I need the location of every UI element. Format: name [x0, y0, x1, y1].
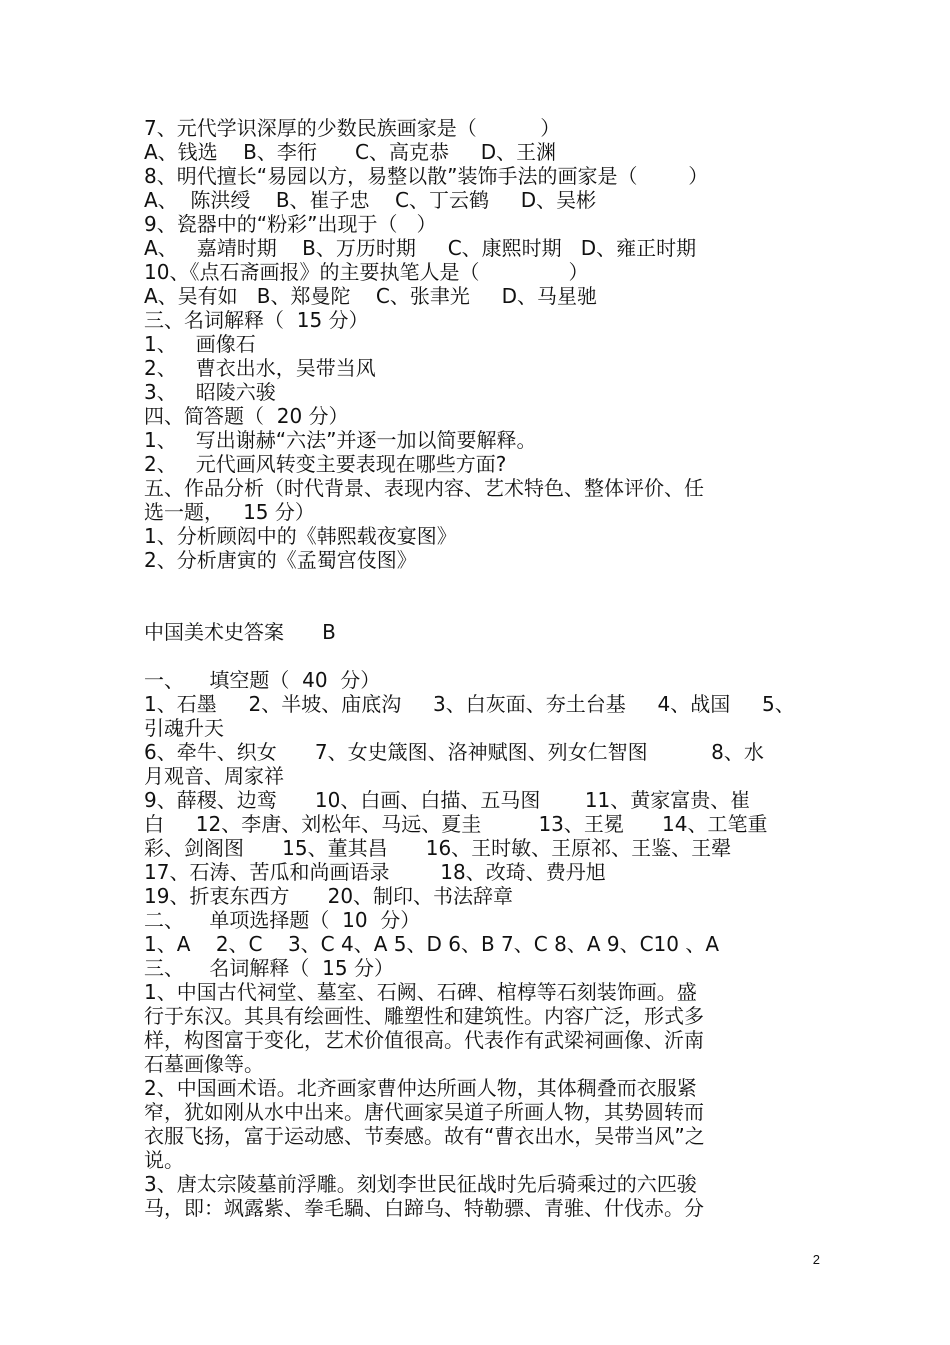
section-heading-short-answer: 四、简答题（ 20 分） [144, 404, 349, 428]
question-10-options: A、吴有如 B、郑曼陀 C、张聿光 D、马星驰 [144, 284, 598, 308]
answer-line: 石墓画像等。 [144, 1052, 264, 1076]
answer-line: 引魂升天 [144, 716, 224, 740]
answer-key-section [144, 668, 824, 1220]
term-item-2: 2、 曹衣出水，吴带当风 [144, 356, 376, 380]
section-spacer [144, 572, 824, 620]
answer-line: 说。 [144, 1148, 184, 1172]
answer-line: 衣服飞扬，富于运动感、节奏感。故有“曹衣出水，吴带当风”之 [144, 1124, 705, 1148]
section-heading-terms: 三、名词解释（ 15 分） [144, 308, 369, 332]
answer-line: 1、A 2、C 3、C 4、A 5、D 6、B 7、C 8、A 9、C10 、A [144, 932, 720, 956]
question-7: 7、元代学识深厚的少数民族画家是（ ） [144, 116, 561, 140]
question-8-options: A、 陈洪绶 B、崔子忠 C、丁云鹤 D、吴彬 [144, 188, 597, 212]
analysis-item-2: 2、分析唐寅的《孟蜀宫伎图》 [144, 548, 417, 572]
section-heading-analysis: 五、作品分析（时代背景、表现内容、艺术特色、整体评价、任 [144, 476, 704, 500]
question-9-options: A、 嘉靖时期 B、万历时期 C、康熙时期 D、雍正时期 [144, 236, 697, 260]
answer-line: 样，构图富于变化，艺术价值很高。代表作有武梁祠画像、沂南 [144, 1028, 704, 1052]
answer-line: 6、牵牛、织女 7、女史箴图、洛神赋图、列女仁智图 8、水 [144, 740, 764, 764]
answer-line: 彩、剑阁图 15、董其昌 16、王时敏、王原祁、王鉴、王翚 [144, 836, 732, 860]
exam-questions-section [144, 116, 824, 572]
answer-line: 3、唐太宗陵墓前浮雕。刻划李世民征战时先后骑乘过的六匹骏 [144, 1172, 697, 1196]
answer-line: 行于东汉。其具有绘画性、雕塑性和建筑性。内容广泛，形式多 [144, 1004, 704, 1028]
analysis-item-1: 1、分析顾闳中的《韩熙载夜宴图》 [144, 524, 457, 548]
answer-line: 1、石墨 2、半坡、庙底沟 3、白灰面、夯土台基 4、战国 5、 [144, 692, 795, 716]
answer-line: 二、 单项选择题（ 10 分） [144, 908, 421, 932]
answer-line: 窄，犹如刚从水中出来。唐代画家吴道子所画人物，其势圆转而 [144, 1100, 704, 1124]
answer-line: 9、薛稷、边鸾 10、白画、白描、五马图 11、黄家富贵、崔 [144, 788, 751, 812]
answer-line: 三、 名词解释（ 15 分） [144, 956, 394, 980]
question-9: 9、瓷器中的“粉彩”出现于（ ） [144, 212, 437, 236]
answer-line: 一、 填空题（ 40 分） [144, 668, 381, 692]
question-10: 10、《点石斋画报》的主要执笔人是（ ） [144, 260, 589, 284]
short-answer-item-1: 1、 写出谢赫“六法”并逐一加以简要解释。 [144, 428, 537, 452]
section-heading-analysis-cont: 选一题， 15 分） [144, 500, 315, 524]
answer-line: 1、中国古代祠堂、墓室、石阙、石碑、棺椁等石刻装饰画。盛 [144, 980, 697, 1004]
term-item-1: 1、 画像石 [144, 332, 256, 356]
answer-line: 白 12、李唐、刘松年、马远、夏圭 13、王冕 14、工笔重 [144, 812, 768, 836]
page-content [144, 116, 824, 1220]
question-8: 8、明代擅长“易园以方，易整以散”装饰手法的画家是（ ） [144, 164, 709, 188]
title-spacer [144, 644, 824, 668]
answer-line: 19、折衷东西方 20、制印、书法辞章 [144, 884, 514, 908]
answer-line: 马，即：飒露紫、拳毛騧、白蹄乌、特勒骠、青骓、什伐赤。分 [144, 1196, 704, 1220]
page-number: 2 [812, 1252, 820, 1267]
answer-line: 17、石涛、苦瓜和尚画语录 18、改琦、费丹旭 [144, 860, 606, 884]
answer-line: 月观音、周家祥 [144, 764, 284, 788]
term-item-3: 3、 昭陵六骏 [144, 380, 276, 404]
short-answer-item-2: 2、 元代画风转变主要表现在哪些方面? [144, 452, 507, 476]
answer-line: 2、中国画术语。北齐画家曹仲达所画人物，其体稠叠而衣服紧 [144, 1076, 697, 1100]
question-7-options: A、钱选 B、李衎 C、高克恭 D、王渊 [144, 140, 557, 164]
answers-title: 中国美术史答案 B [144, 620, 336, 644]
